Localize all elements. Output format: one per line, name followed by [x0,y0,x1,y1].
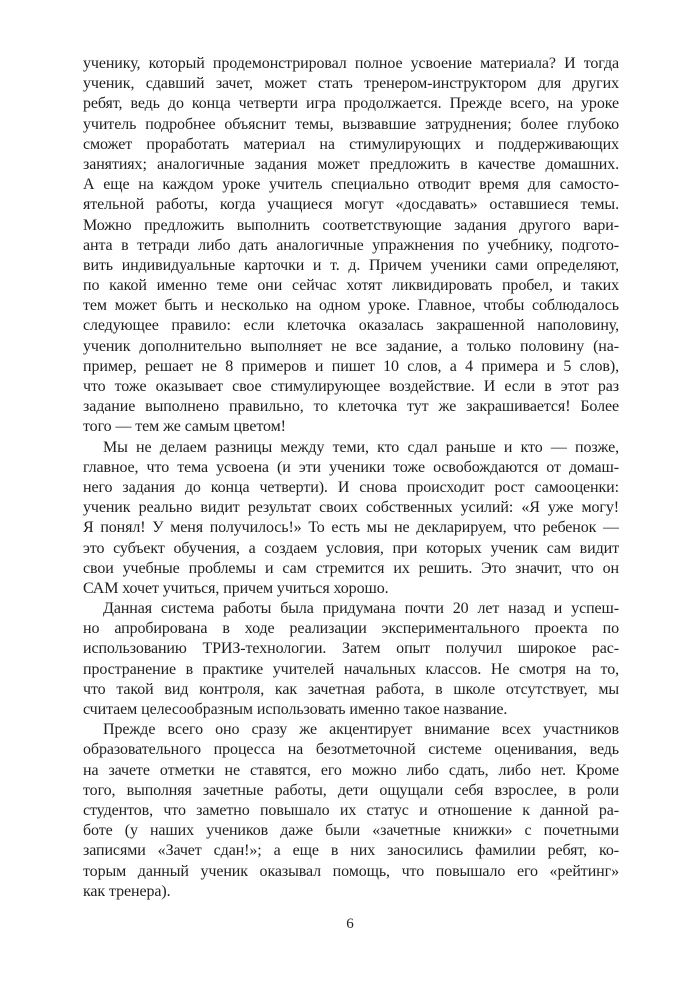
paragraph-2 [83,438,619,600]
text-line: по какой именно теме они сейчас хотят ликвидировать пробел, и таких [83,277,619,295]
text-line: но апробирована в ходе реализации экспериментального проекта по [83,620,619,638]
text-line: того — тем же самым цветом! [83,418,286,436]
text-line: того, выполняя зачетные работы, дети ощущали себя взрослее, в роли [83,781,619,799]
text-line: записями «Зачет сдан!»; а еще в них заносились фамилии ребят, ко- [83,842,619,860]
text-line: образовательного процесса на безотметочной системе оценивания, ведь [83,741,619,759]
text-line: ребят, ведь до конца четверти игра продолжается. Прежде всего, на уроке [83,95,619,113]
text-line: занятиях; аналогичные задания может предложить в качестве домашних. [83,155,619,173]
text-line: пример, решает не 8 примеров и пишет 10 слов, а 4 примера и 5 слов), [83,357,619,375]
text-line: ученик дополнительно выполняет не все задание, а только половину (на- [83,337,619,355]
text-line: А еще на каждом уроке учитель специально отводит время для самосто- [83,176,619,194]
text-line: свои учебные проблемы и сам стремится их решить. Это значит, что он [83,559,619,577]
text-line: Прежде всего оно сразу же акцентирует внимание всех участников [103,721,619,739]
page-number: 6 [346,916,354,932]
text-line: него задания до конца четверти). И снова происходит рост самооценки: [83,478,619,496]
text-line: сможет проработать материал на стимулирующих и поддерживающих [83,135,619,153]
text-line: главное, что тема усвоена (и эти ученики тоже освобождаются от домаш- [83,458,619,476]
text-line: вить индивидуальные карточки и т. д. Причем ученики сами определяют, [83,256,619,274]
text-line: пространение в практике учителей начальных классов. Не смотря на то, [83,660,619,678]
text-line: ученик реально видит результат своих собственных усилий: «Я уже могу! [83,499,619,517]
text-line: Можно предложить выполнить соответствующие задания другого вари- [83,216,619,234]
text-line: тем может быть и несколько на одном уроке. Главное, чтобы соблюдалось [83,297,619,315]
text-line: ученик, сдавший зачет, может стать тренером-инструктором для других [83,75,619,93]
paragraph-3 [83,599,619,720]
text-line: САМ хочет учиться, причем учиться хорошо. [83,579,389,597]
text-line: что такой вид контроля, как зачетная работа, в школе отсутствует, мы [83,680,619,698]
text-line: торым данный ученик оказывал помощь, что повышало его «рейтинг» [83,862,619,880]
text-line: студентов, что заметно повышало их статус и отношение к данной ра- [83,801,619,819]
text-line: ученику, который продемонстрировал полное усвоение материала? И тогда [83,55,619,72]
text-line: Данная система работы была придумана почти 20 лет назад и успеш- [103,600,619,618]
text-line: это субъект обучения, а создаем условия, при которых ученик сам видит [83,539,619,557]
text-line: Я понял! У меня получилось!» То есть мы не декларируем, что ребенок — [83,519,619,537]
text-line: Мы не делаем разницы между теми, кто сдал раньше и кто — позже, [103,438,619,456]
text-line: учитель подробнее объяснит темы, вызвавшие затруднения; более глубоко [83,115,619,133]
text-line: следующее правило: если клеточка оказалась закрашенной наполовину, [83,317,619,335]
text-line: использованию ТРИЗ-технологии. Затем опыт получил широкое рас- [83,640,619,658]
text-line: анта в тетради либо дать аналогичные упражнения по учебнику, подгото- [83,236,619,254]
text-line: на зачете отметки не ставятся, его можно либо сдать, либо нет. Кроме [83,761,619,779]
paragraph-1 [83,54,619,438]
text-line: боте (у наших учеников даже были «зачетные книжки» с почетными [83,822,619,840]
text-line: считаем целесообразным использовать именно такое название. [83,701,508,718]
text-line: ятельной работы, когда учащиеся могут «досдавать» оставшиеся темы. [83,196,619,214]
text-line: задание выполнено правильно, то клеточка тут же закрашивается! Более [83,398,619,416]
text-line: что тоже оказывает свое стимулирующее воздействие. И если в этот раз [83,378,619,395]
text-line: как тренера). [83,882,171,900]
paragraph-4 [83,720,619,902]
text-column [83,54,619,902]
